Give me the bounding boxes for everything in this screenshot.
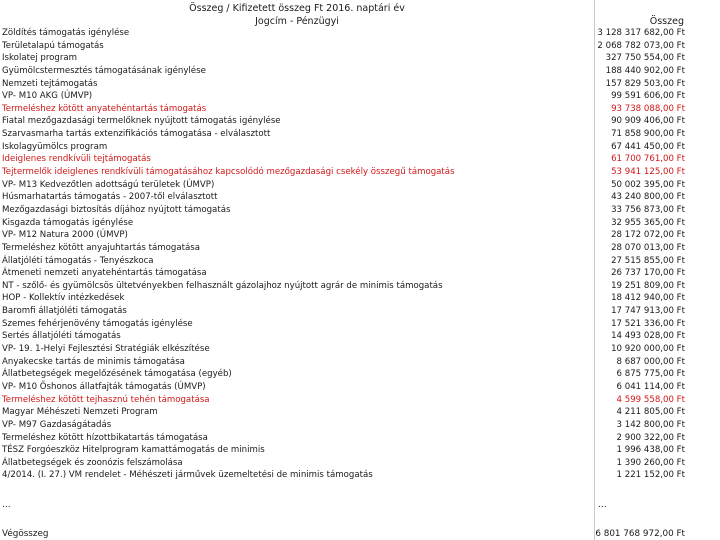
table-row (0, 166, 720, 179)
table-title: Összeg / Kifizetett összeg Ft 2016. naptári év (189, 3, 405, 14)
row-label: TÉSZ Forgóeszköz Hitelprogram kamattámogatás de minimis (2, 445, 265, 456)
row-value: 28 070 013,00 Ft (611, 242, 685, 253)
grand-total-value: 6 801 768 972,00 Ft (595, 529, 685, 539)
row-value: 188 440 902,00 Ft (605, 65, 685, 76)
row-value: 26 737 170,00 Ft (611, 268, 685, 279)
row-label: Zöldítés támogatás igénylése (2, 28, 130, 38)
row-value: 99 591 606,00 Ft (611, 91, 685, 102)
table-row (0, 128, 720, 141)
row-label: Magyar Méhészeti Nemzeti Program (2, 407, 158, 418)
row-value: 19 251 809,00 Ft (611, 280, 685, 291)
row-label: Fiatal mezőgazdasági termelőknek nyújtott támogatás igénylése (2, 116, 281, 127)
row-value: 17 747 913,00 Ft (611, 306, 685, 317)
row-field-label: Jogcím - Pénzügyi (255, 16, 339, 27)
table-row (0, 242, 720, 255)
row-value: 4 599 558,00 Ft (616, 394, 685, 405)
value-column-header: Összeg (649, 16, 684, 27)
table-row (0, 444, 720, 457)
row-value: 4 211 805,00 Ft (616, 407, 685, 418)
row-label: Anyakecske tartás de minimis támogatása (2, 356, 185, 367)
row-value: 14 493 028,00 Ft (611, 331, 685, 342)
row-label: Húsmarhatartás támogatás - 2007-től elválasztott (2, 192, 218, 203)
row-label: VP- M10 Őshonos állatfajták támogatás (ÚMVP) (2, 381, 206, 392)
table-row (0, 432, 720, 445)
row-label: Tejtermelők ideiglenes rendkívüli támogatásához kapcsolódó mezőgazdasági csekély összegű támogatás (2, 167, 455, 178)
row-value: 67 441 450,00 Ft (611, 141, 685, 152)
table-row (0, 267, 720, 280)
row-label: HOP - Kollektív intézkedések (2, 293, 125, 304)
table-row (0, 394, 720, 407)
row-value: 10 920 000,00 Ft (611, 344, 685, 355)
row-label: Termeléshez kötött anyatehéntartás támogatás (2, 103, 207, 114)
table-row (0, 179, 720, 192)
grand-total-label: Végösszeg (2, 529, 49, 539)
row-value: 3 142 800,00 Ft (616, 419, 685, 430)
row-label: Szemes fehérjenövény támogatás igénylése (2, 318, 193, 329)
row-label: VP- M97 Gazdaságátadás (2, 419, 112, 430)
table-row (0, 330, 720, 343)
table-row (0, 153, 720, 166)
table-row (0, 204, 720, 217)
row-value: 27 515 855,00 Ft (611, 255, 685, 266)
table-row (0, 229, 720, 242)
row-value: 1 996 438,00 Ft (616, 445, 685, 456)
table-row (0, 217, 720, 230)
row-value: 50 002 395,00 Ft (611, 179, 685, 190)
row-value: 28 172 072,00 Ft (611, 230, 685, 241)
row-label: Termeléshez kötött tejhasznú tehén támogatása (2, 394, 210, 405)
row-label: Sertés állatjóléti támogatás (2, 331, 121, 342)
more-values-ellipsis: ... (598, 500, 607, 510)
data-rows (0, 27, 720, 482)
table-row (0, 419, 720, 432)
table-row (0, 343, 720, 356)
table-row (0, 103, 720, 116)
row-value: 93 738 088,00 Ft (611, 103, 685, 114)
table-row (0, 469, 720, 482)
row-value: 3 128 317 682,00 Ft (597, 28, 685, 38)
row-value: 157 829 503,00 Ft (605, 78, 685, 89)
table-row (0, 318, 720, 331)
row-label: Gyümölcstermesztés támogatásának igénylése (2, 65, 206, 76)
more-rows-ellipsis: ... (2, 500, 11, 510)
row-value: 53 941 125,00 Ft (611, 167, 685, 178)
table-row (0, 78, 720, 91)
table-row (0, 280, 720, 293)
table-row (0, 90, 720, 103)
table-row (0, 292, 720, 305)
row-value: 71 858 900,00 Ft (611, 129, 685, 140)
row-label: VP- M12 Natura 2000 (ÚMVP) (2, 230, 128, 241)
table-row (0, 27, 720, 40)
row-value: 327 750 554,00 Ft (605, 53, 685, 64)
row-label: Termeléshez kötött anyajuhtartás támogatása (2, 242, 200, 253)
row-label: 4/2014. (I. 27.) VM rendelet - Méhészeti járművek üzemeltetési de minimis támogatás (2, 470, 373, 481)
table-row (0, 52, 720, 65)
row-label: Területalapú támogatás (2, 40, 104, 51)
row-value: 1 221 152,00 Ft (616, 470, 685, 481)
row-value: 6 875 775,00 Ft (616, 369, 685, 380)
row-label: Állatjóléti támogatás - Tenyészkoca (2, 255, 154, 266)
table-row (0, 406, 720, 419)
row-value: 33 756 873,00 Ft (611, 204, 685, 215)
row-label: Szarvasmarha tartás extenzifikációs támogatása - elválasztott (2, 129, 271, 140)
row-value: 8 687 000,00 Ft (616, 356, 685, 367)
row-label: Baromfi állatjóléti támogatás (2, 306, 127, 317)
row-value: 90 909 406,00 Ft (611, 116, 685, 127)
table-row (0, 356, 720, 369)
row-label: Kisgazda támogatás igénylése (2, 217, 134, 228)
row-value: 43 240 800,00 Ft (611, 192, 685, 203)
row-label: Ideiglenes rendkívüli tejtámogatás (2, 154, 151, 165)
row-label: Mezőgazdasági biztosítás díjához nyújtott támogatás (2, 204, 231, 215)
row-value: 6 041 114,00 Ft (616, 381, 685, 392)
table-row (0, 40, 720, 53)
grand-total-row (0, 529, 720, 540)
row-label: Állatbetegségek megelőzésének támogatása (egyéb) (2, 369, 232, 380)
row-value: 2 900 322,00 Ft (616, 432, 685, 443)
table-row (0, 368, 720, 381)
row-value: 2 068 782 073,00 Ft (597, 40, 685, 51)
table-row (0, 141, 720, 154)
row-label: Nemzeti tejtámogatás (2, 78, 98, 89)
row-label: Állatbetegségek és zoonózis felszámolása (2, 457, 183, 468)
row-value: 32 955 365,00 Ft (611, 217, 685, 228)
row-label: Iskolatej program (2, 53, 78, 64)
row-label: Iskolagyümölcs program (2, 141, 108, 152)
row-label: VP- 19. 1-Helyi Fejlesztési Stratégiák elkészítése (2, 344, 210, 355)
table-row (0, 381, 720, 394)
table-row (0, 255, 720, 268)
table-row (0, 305, 720, 318)
table-row (0, 65, 720, 78)
row-value: 1 390 260,00 Ft (616, 457, 685, 468)
row-label: Termeléshez kötött hízottbikatartás támogatása (2, 432, 208, 443)
row-label: VP- M10 AKG (ÚMVP) (2, 91, 93, 102)
table-row (0, 191, 720, 204)
row-label: Átmeneti nemzeti anyatehéntartás támogatása (2, 268, 207, 279)
row-value: 61 700 761,00 Ft (611, 154, 685, 165)
row-value: 17 521 336,00 Ft (611, 318, 685, 329)
row-label: NT - szőlő- és gyümölcsös ültetvényekben felhasznált gázolajhoz nyújtott agrár de minimis támogatás (2, 280, 443, 291)
row-value: 18 412 940,00 Ft (611, 293, 685, 304)
table-row (0, 457, 720, 470)
table-row (0, 115, 720, 128)
row-label: VP- M13 Kedvezőtlen adottságú területek (ÚMVP) (2, 179, 215, 190)
